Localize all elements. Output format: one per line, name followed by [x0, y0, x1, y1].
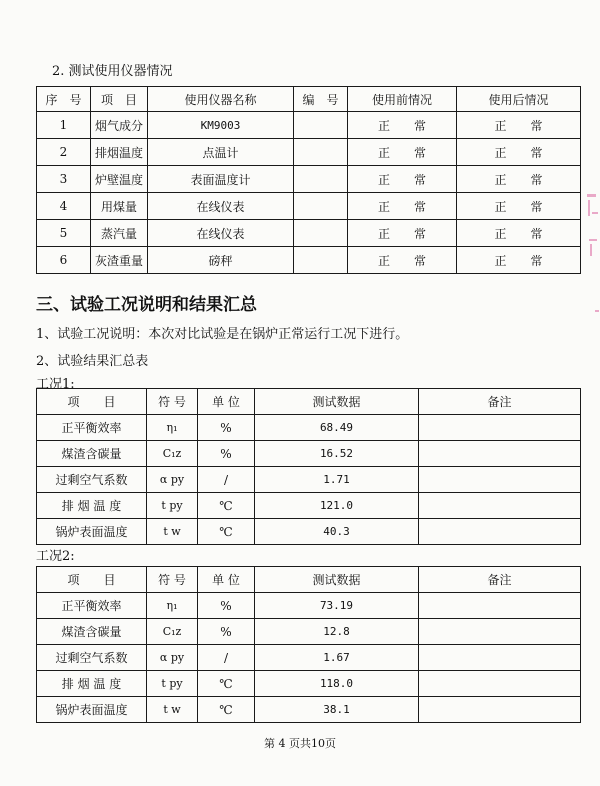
cell-item: 蒸汽量 — [91, 220, 148, 247]
cell-symbol: α py — [147, 467, 198, 493]
cell-value: 68.49 — [255, 415, 419, 441]
cell-after: 正 常 — [457, 139, 581, 166]
cell-item: 过剩空气系数 — [37, 645, 147, 671]
header-cell: 单 位 — [198, 567, 255, 593]
table-row — [37, 415, 581, 441]
header-cell: 使用仪器名称 — [148, 87, 294, 112]
cell-item: 过剩空气系数 — [37, 467, 147, 493]
cell-before: 正 常 — [348, 247, 457, 274]
header-cell: 单 位 — [198, 389, 255, 415]
cell-index: 3 — [37, 166, 91, 193]
cell-instrument: 在线仪表 — [148, 193, 294, 220]
cell-value: 1.67 — [255, 645, 419, 671]
header-cell: 项 目 — [37, 389, 147, 415]
table-row — [37, 645, 581, 671]
header-cell: 符 号 — [147, 567, 198, 593]
cell-number — [294, 112, 348, 139]
table-row — [37, 166, 581, 193]
cell-unit: ℃ — [198, 493, 255, 519]
table-row — [37, 112, 581, 139]
cell-number — [294, 247, 348, 274]
table-row — [37, 671, 581, 697]
cell-symbol: t py — [147, 671, 198, 697]
table-row — [37, 493, 581, 519]
cell-remark — [419, 593, 581, 619]
cell-after: 正 常 — [457, 112, 581, 139]
cell-unit: % — [198, 619, 255, 645]
table-row — [37, 467, 581, 493]
condition-2-table — [36, 566, 581, 723]
cell-number — [294, 220, 348, 247]
cell-item: 正平衡效率 — [37, 415, 147, 441]
cell-value: 121.0 — [255, 493, 419, 519]
cell-instrument: 磅秤 — [148, 247, 294, 274]
cell-after: 正 常 — [457, 220, 581, 247]
header-cell: 测试数据 — [255, 567, 419, 593]
cell-item: 煤渣含碳量 — [37, 619, 147, 645]
table-row — [37, 193, 581, 220]
cell-value: 16.52 — [255, 441, 419, 467]
cell-remark — [419, 467, 581, 493]
cell-item: 灰渣重量 — [91, 247, 148, 274]
table-row — [37, 441, 581, 467]
table-row — [37, 220, 581, 247]
header-cell: 编 号 — [294, 87, 348, 112]
cell-symbol: t py — [147, 493, 198, 519]
cell-value: 73.19 — [255, 593, 419, 619]
section-heading-instruments: 2. 测试使用仪器情况 — [52, 64, 173, 79]
table-header-row — [37, 389, 581, 415]
cell-symbol: α py — [147, 645, 198, 671]
cell-item: 排 烟 温 度 — [37, 671, 147, 697]
cell-remark — [419, 671, 581, 697]
cell-remark — [419, 645, 581, 671]
cell-remark — [419, 441, 581, 467]
header-cell: 项 目 — [37, 567, 147, 593]
cell-remark — [419, 493, 581, 519]
cell-instrument: 在线仪表 — [148, 220, 294, 247]
cell-remark — [419, 519, 581, 545]
cell-index: 6 — [37, 247, 91, 274]
cell-before: 正 常 — [348, 139, 457, 166]
cell-number — [294, 166, 348, 193]
table-row — [37, 697, 581, 723]
cell-before: 正 常 — [348, 166, 457, 193]
cell-item: 炉壁温度 — [91, 166, 148, 193]
condition-2-label: 工况2: — [36, 549, 75, 564]
cell-symbol: η₁ — [147, 415, 198, 441]
header-cell: 备注 — [419, 389, 581, 415]
cell-remark — [419, 415, 581, 441]
page-number: 第 4 页共10页 — [264, 737, 336, 750]
cell-symbol: C₁z — [147, 619, 198, 645]
condition-1-table — [36, 388, 581, 545]
cell-unit: % — [198, 415, 255, 441]
cell-value: 118.0 — [255, 671, 419, 697]
cell-number — [294, 193, 348, 220]
cell-value: 12.8 — [255, 619, 419, 645]
cell-after: 正 常 — [457, 193, 581, 220]
cell-item: 锅炉表面温度 — [37, 519, 147, 545]
table-row — [37, 519, 581, 545]
cell-symbol: t w — [147, 697, 198, 723]
cell-value: 40.3 — [255, 519, 419, 545]
header-cell: 测试数据 — [255, 389, 419, 415]
cell-item: 用煤量 — [91, 193, 148, 220]
table-header-row — [37, 87, 581, 112]
table-header-row — [37, 567, 581, 593]
cell-index: 4 — [37, 193, 91, 220]
cell-item: 锅炉表面温度 — [37, 697, 147, 723]
header-cell: 项 目 — [91, 87, 148, 112]
cell-unit: % — [198, 593, 255, 619]
cell-index: 5 — [37, 220, 91, 247]
cell-before: 正 常 — [348, 193, 457, 220]
cell-unit: ℃ — [198, 697, 255, 723]
cell-item: 排 烟 温 度 — [37, 493, 147, 519]
cell-item: 煤渣含碳量 — [37, 441, 147, 467]
paragraph-results-summary: 2、试验结果汇总表 — [36, 354, 149, 369]
cell-item: 正平衡效率 — [37, 593, 147, 619]
header-cell: 使用前情况 — [348, 87, 457, 112]
cell-instrument: 表面温度计 — [148, 166, 294, 193]
cell-remark — [419, 619, 581, 645]
cell-after: 正 常 — [457, 166, 581, 193]
cell-remark — [419, 697, 581, 723]
header-cell: 备注 — [419, 567, 581, 593]
condition-1-label: 工况1: — [36, 377, 75, 392]
cell-index: 1 — [37, 112, 91, 139]
table-row — [37, 139, 581, 166]
section-heading-results: 三、试验工况说明和结果汇总 — [36, 295, 257, 315]
cell-unit: % — [198, 441, 255, 467]
cell-item: 烟气成分 — [91, 112, 148, 139]
cell-index: 2 — [37, 139, 91, 166]
cell-after: 正 常 — [457, 247, 581, 274]
cell-unit: / — [198, 645, 255, 671]
table-row — [37, 593, 581, 619]
cell-symbol: η₁ — [147, 593, 198, 619]
paragraph-condition-description: 1、试验工况说明：本次对比试验是在锅炉正常运行工况下进行。 — [36, 327, 409, 342]
table-row — [37, 247, 581, 274]
cell-symbol: C₁z — [147, 441, 198, 467]
cell-number — [294, 139, 348, 166]
cell-before: 正 常 — [348, 220, 457, 247]
header-cell: 序 号 — [37, 87, 91, 112]
cell-value: 1.71 — [255, 467, 419, 493]
cell-unit: ℃ — [198, 671, 255, 697]
header-cell: 符 号 — [147, 389, 198, 415]
cell-instrument: KM9003 — [148, 112, 294, 139]
table-row — [37, 619, 581, 645]
cell-unit: ℃ — [198, 519, 255, 545]
header-cell: 使用后情况 — [457, 87, 581, 112]
cell-value: 38.1 — [255, 697, 419, 723]
instrument-table — [36, 86, 581, 274]
cell-instrument: 点温计 — [148, 139, 294, 166]
cell-before: 正 常 — [348, 112, 457, 139]
cell-symbol: t w — [147, 519, 198, 545]
cell-unit: / — [198, 467, 255, 493]
cell-item: 排烟温度 — [91, 139, 148, 166]
